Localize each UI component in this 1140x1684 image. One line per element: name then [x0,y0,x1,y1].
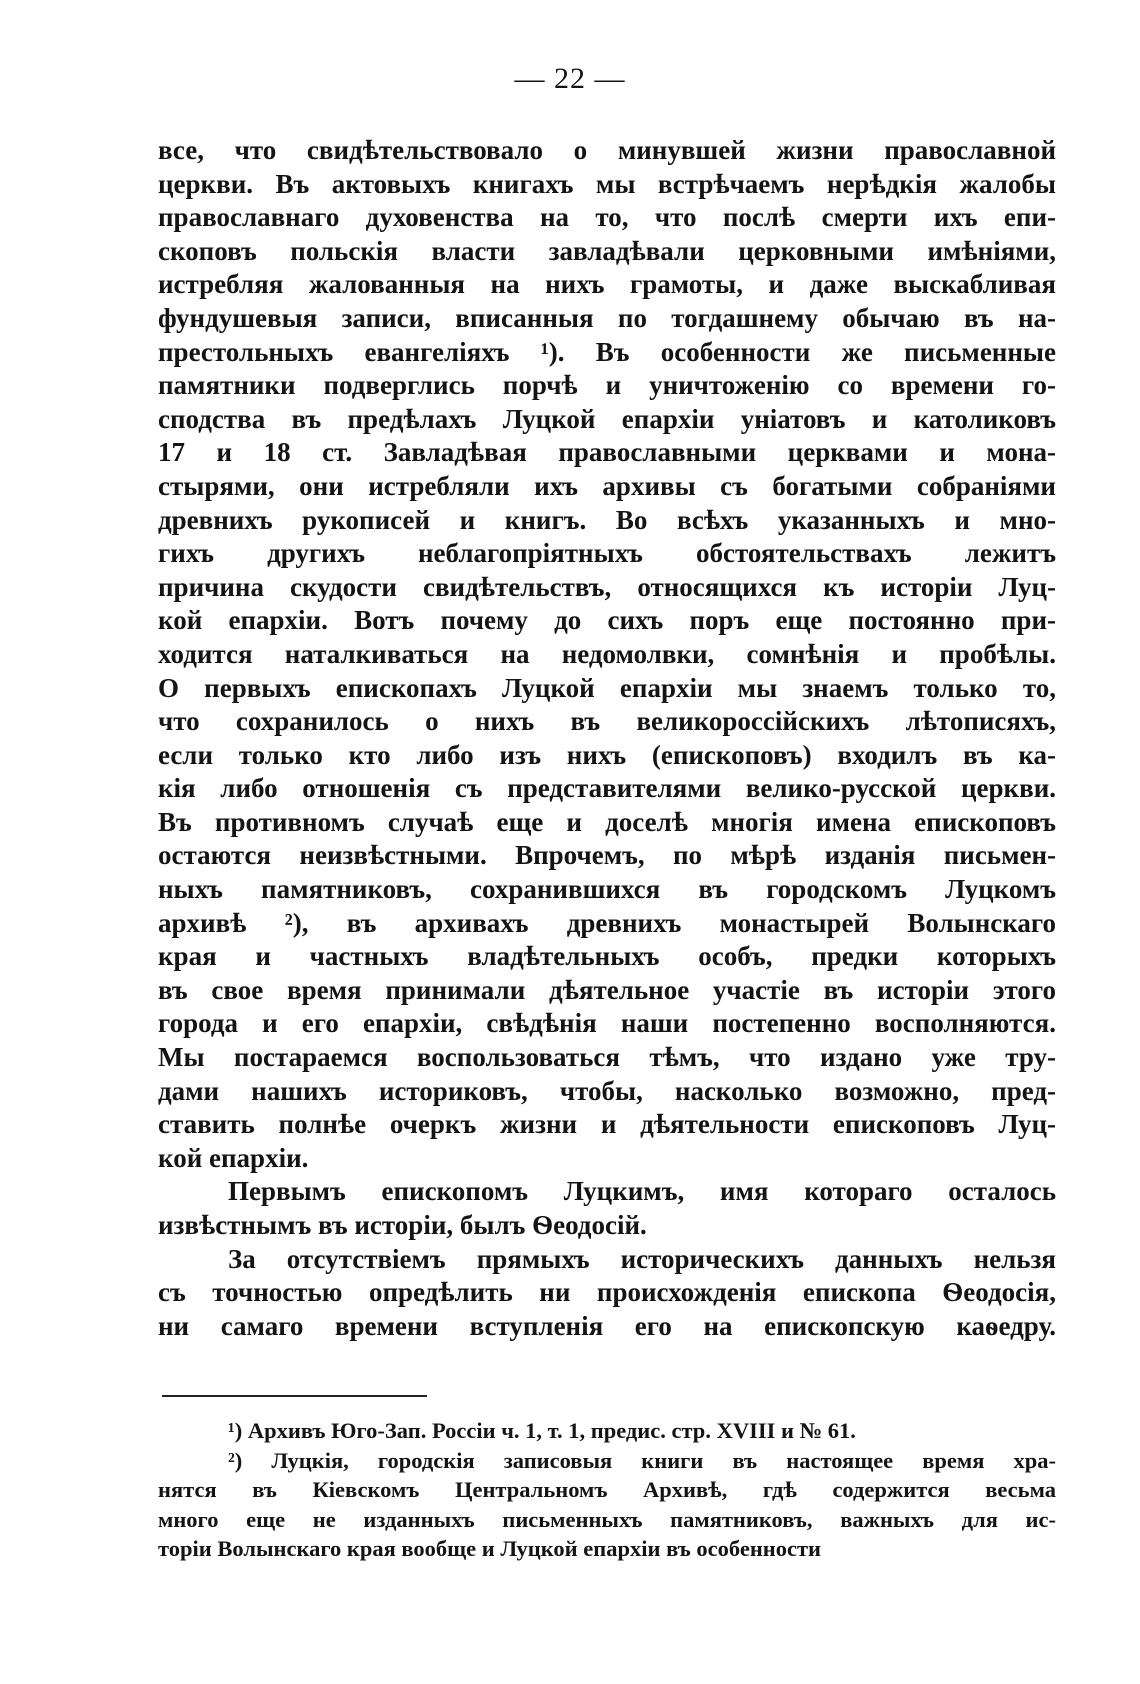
footnote-line: ¹) Архивъ Юго-Зап. Россіи ч. 1, т. 1, предис. стр. XVIII и № 61. [228,1418,856,1443]
text-line: фундушевыя записи, вписанныя по тогдашнему обычаю въ на- [158,302,1056,333]
text-line: ныхъ памятниковъ, сохранившихся въ городскомъ Луцкомъ [158,874,1056,905]
footnote-divider [162,1395,427,1397]
text-line: сподства въ предѣлахъ Луцкой епархіи уніатовъ и католиковъ [158,403,1056,434]
text-line: стырями, они истребляли ихъ архивы съ богатыми собраніями [158,470,1056,501]
text-line: истребляя жалованныя на нихъ грамоты, и даже выскабливая [158,269,1056,300]
footnote-line: нятся въ Кіевскомъ Центральномъ Архивѣ, гдѣ содержится весьма [158,1477,1056,1502]
text-line: извѣстнымъ въ исторіи, былъ Ѳеодосій. [158,1210,647,1240]
text-line: дами нашихъ историковъ, чтобы, насколько возможно, пред- [158,1075,1056,1106]
text-line: церкви. Въ актовыхъ книгахъ мы встрѣчаемъ нерѣдкія жалобы [158,168,1056,199]
footnote-line: ²) Луцкія, городскія записовыя книги въ настоящее время хра- [228,1447,1056,1473]
text-line: гихъ другихъ неблагопріятныхъ обстоятельствахъ лежитъ [158,538,1056,569]
body-text [158,134,1056,1343]
text-line: архивѣ ²), въ архивахъ древнихъ монастырей Волынскаго [158,907,1056,938]
text-line: ставить полнѣе очеркъ жизни и дѣятельности епископовъ Луц- [158,1109,1056,1140]
footnote-1 [158,1416,1056,1446]
paragraph-2 [158,1175,1056,1242]
text-line: кой епархіи. [158,1142,309,1173]
text-line: ходится наталкиваться на недомолвки, сомнѣнія и пробѣлы. [158,638,1056,669]
text-line: края и частныхъ владѣтельныхъ особъ, предки которыхъ [158,941,1056,972]
text-line: православнаго духовенства на то, что послѣ смерти ихъ епи- [158,202,1056,233]
footnote-2 [158,1446,1056,1564]
text-line: престольныхъ евангеліяхъ ¹). Въ особенности же письменные [158,336,1056,367]
footnote-line: много еще не изданныхъ письменныхъ памятниковъ, важныхъ для ис- [158,1506,1056,1532]
text-line: если только кто либо изъ нихъ (епископовъ) входилъ въ ка- [158,739,1056,770]
text-line: остаются неизвѣстными. Впрочемъ, по мѣрѣ изданія письмен- [158,840,1056,871]
paragraph-3 [158,1243,1056,1344]
text-line: За отсутствіемъ прямыхъ историческихъ данныхъ нельзя [228,1243,1056,1274]
text-line: съ точностью опредѣлить ни происхожденія епископа Ѳеодосія, [158,1277,1056,1308]
text-line: въ свое время принимали дѣятельное участіе въ исторіи этого [158,974,1056,1005]
text-line: Мы постараемся воспользоваться тѣмъ, что издано уже тру- [158,1042,1056,1073]
text-line: города и его епархіи, свѣдѣнія наши постепенно восполняются. [158,1008,1056,1039]
footnotes [158,1416,1056,1564]
text-line: кія либо отношенія съ представителями велико-русской церкви. [158,773,1056,804]
page-number: — 22 — [514,62,626,95]
text-line: О первыхъ епископахъ Луцкой епархіи мы знаемъ только то, [158,672,1056,703]
text-line: ни самаго времени вступленія его на епископскую каѳедру. [158,1310,1056,1341]
text-line: причина скудости свидѣтельствъ, относящихся къ исторіи Луц- [158,571,1056,602]
text-line: кой епархіи. Вотъ почему до сихъ поръ еще постоянно при- [158,605,1056,636]
text-line: памятники подверглись порчѣ и уничтоженію со времени го- [158,370,1056,401]
footnote-line: торіи Волынскаго края вообще и Луцкой епархіи въ особенности [158,1536,822,1561]
text-line: все, что свидѣтельствовало о минувшей жизни православной [158,135,1056,165]
text-line: что сохранилось о нихъ въ великороссійскихъ лѣтописяхъ, [158,706,1056,737]
text-line: Первымъ епископомъ Луцкимъ, имя котораго осталось [228,1176,1056,1207]
text-line: скоповъ польскія власти завладѣвали церковными имѣніями, [158,235,1056,266]
text-line: Въ противномъ случаѣ еще и доселѣ многія имена епископовъ [158,806,1056,837]
text-line: древнихъ рукописей и книгъ. Во всѣхъ указанныхъ и мно- [158,504,1056,535]
text-line: 17 и 18 ст. Завладѣвая православными церквами и мона- [158,437,1056,468]
paragraph-1 [158,134,1056,1175]
